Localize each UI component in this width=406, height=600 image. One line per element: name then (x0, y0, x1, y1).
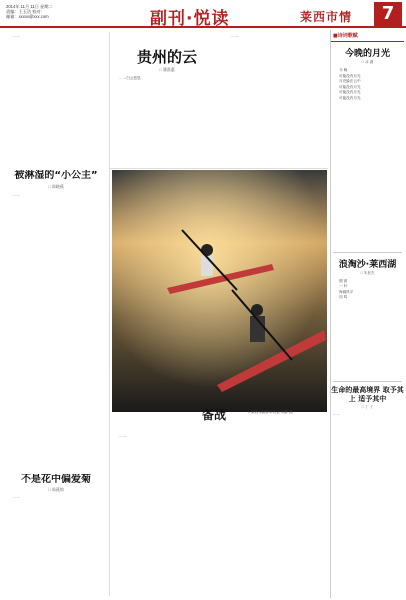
article-body (6, 193, 106, 198)
divider (333, 252, 402, 253)
poem-title: 浪淘沙·莱西湖 (338, 259, 397, 270)
photo-image (112, 170, 327, 412)
poem-line: 今 晚 (339, 68, 348, 72)
poem-body (331, 410, 404, 419)
article-title: 不是花中偏爱菊 (21, 474, 91, 485)
poem-title: 今晚的月光 (344, 49, 390, 59)
photo-title: 备战 (202, 408, 227, 422)
email-line: 邮箱：xxxxx@xxx.com (6, 14, 49, 20)
sidebar-section-title: ■诗词歌赋 (331, 30, 404, 42)
article-princess (6, 170, 106, 470)
poem-line: 可能没有月光 (339, 95, 361, 100)
poem-line: 烟 波 (339, 278, 348, 283)
article-byline: □ 潘嘉惠 (159, 67, 175, 72)
row-divider (110, 168, 328, 169)
divider (333, 381, 402, 382)
photo-caption (112, 408, 327, 430)
poem-line: 一 叶 (339, 284, 348, 289)
page-header (0, 0, 406, 28)
poem-title: 生命的最高境界 取予其上 适予其中 (331, 385, 404, 403)
header-meta (6, 4, 53, 20)
paragraph: …… (231, 34, 239, 38)
issue-date: 2014年 11月 11日 星期二 (6, 4, 53, 9)
paragraph: ……白云悠悠 (119, 76, 141, 80)
article-body (112, 76, 222, 81)
paragraph: …… (119, 434, 127, 438)
poem-line: 可能没有月光 (339, 73, 361, 78)
article-byline: □ 周晓燕 (48, 184, 64, 189)
poem-line: 海阔风平 (339, 289, 354, 294)
poem-line: 可能没有月光 (339, 90, 361, 95)
article-title: 被淋湿的“小公主” (14, 170, 98, 181)
paragraph: …… (13, 34, 21, 38)
bottom-text-columns (112, 434, 326, 594)
article-title: 贵州的云 (136, 48, 197, 66)
poem-body (331, 279, 404, 301)
article-guizhou-cont (224, 34, 326, 166)
article-guizhou (112, 46, 222, 166)
page-number: 7 (374, 2, 402, 26)
paragraph: …… (13, 193, 21, 197)
top-left-column (6, 34, 106, 166)
poem-line: …… (333, 411, 341, 416)
poem-line: 同 鸣 (339, 295, 348, 300)
column-divider (109, 32, 110, 596)
photo-author: □ 莱西市摄影家协会 刘静 摄 (248, 410, 293, 414)
poetry-sidebar (330, 30, 404, 598)
poem-byline: □ 丁 丁 (361, 404, 374, 409)
article-byline: □ 周燕锦 (48, 487, 64, 492)
section-title: 副刊·悦读 (150, 9, 230, 29)
kayak-photo (112, 170, 327, 412)
poem-body (331, 68, 404, 102)
poem-byline: □ 冰 湖 (361, 60, 374, 64)
article-body (6, 495, 106, 500)
poem-line: 月亮躲在云中 (339, 79, 361, 84)
editor-line: 责编：王玉洁 校对： (6, 9, 45, 15)
paper-title: 莱西市情 (300, 10, 353, 24)
poem-line: 可能没有月光 (339, 84, 361, 89)
paragraph: …… (13, 495, 21, 499)
article-chrysanthemum (6, 474, 106, 596)
poem-byline: □ 朱世杰 (360, 270, 375, 275)
